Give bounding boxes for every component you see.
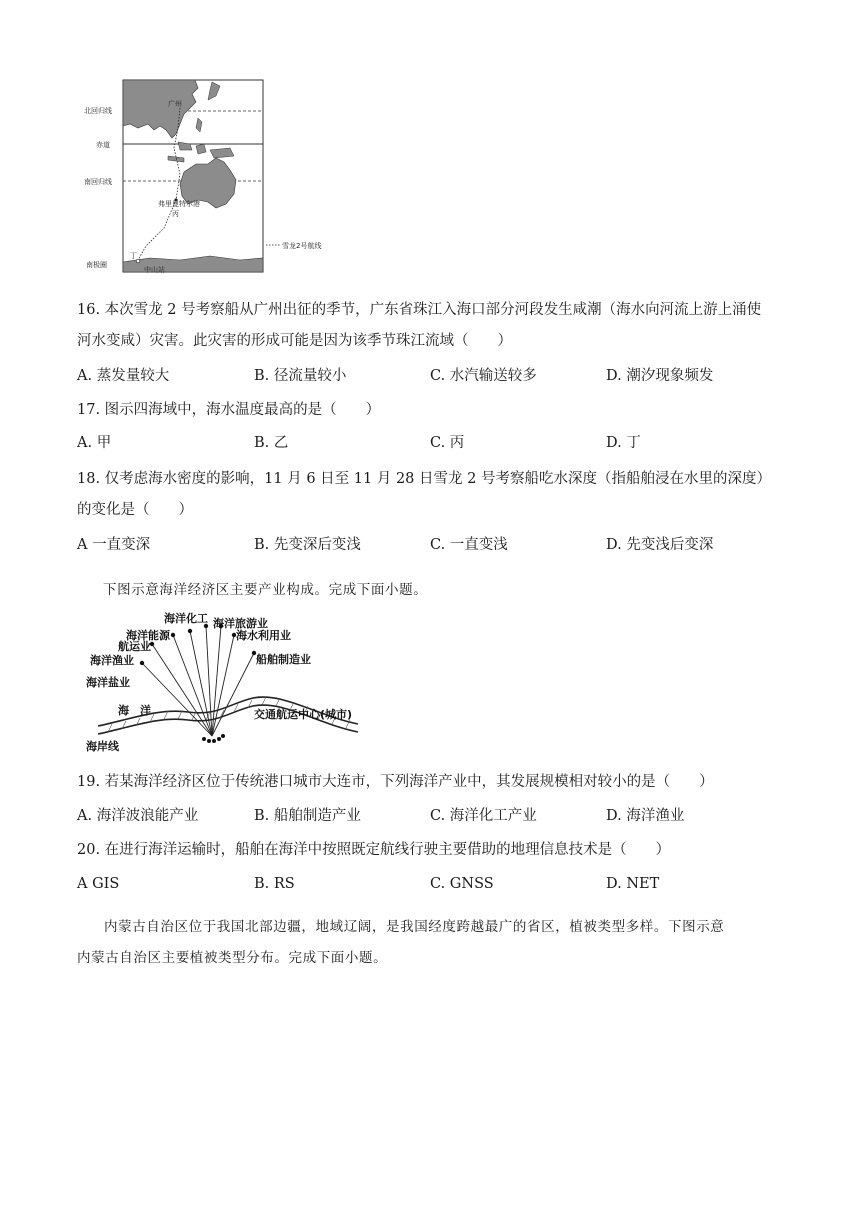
island-java xyxy=(168,156,184,162)
label-ocean: 海 洋 xyxy=(118,704,151,717)
label-coastline: 海岸线 xyxy=(86,740,119,753)
route-map-figure xyxy=(80,78,340,278)
island-sulawesi xyxy=(196,144,206,154)
q16-option-a[interactable]: A. 蒸发量较大 xyxy=(77,368,170,384)
label-shipbuilding: 船舶制造业 xyxy=(256,653,311,666)
q17-option-a[interactable]: A. 甲 xyxy=(77,435,112,451)
label-equator: 赤道 xyxy=(96,141,110,149)
label-marine-fishery: 海洋渔业 xyxy=(90,654,134,667)
q18-option-d[interactable]: D. 先变浅后变深 xyxy=(606,537,714,553)
q16-option-d[interactable]: D. 潮汐现象频发 xyxy=(606,368,714,384)
label-marine-energy: 海洋能源 xyxy=(126,629,170,642)
q18-line1: 18. 仅考虑海水密度的影响，11 月 6 日至 11 月 28 日雪龙 2 号考察船吃水深度（指船舶浸在水里的深度） xyxy=(77,471,771,487)
label-marine-chemical: 海洋化工 xyxy=(164,612,208,625)
q20-option-c[interactable]: C. GNSS xyxy=(430,876,494,892)
q18-option-b[interactable]: B. 先变深后变浅 xyxy=(254,537,361,553)
q16-line2: 河水变咸）灾害。此灾害的形成可能是因为该季节珠江流域（ ） xyxy=(77,333,512,349)
inner-mongolia-intro-line1: 内蒙古自治区位于我国北部边疆，地域辽阔，是我国经度跨越最广的省区，植被类型多样。下图示意 xyxy=(104,919,725,935)
marine-industry-figure xyxy=(78,608,378,758)
label-zhongshan: 中山站 xyxy=(144,266,165,274)
q18-option-a[interactable]: A 一直变深 xyxy=(77,537,151,553)
island-borneo xyxy=(178,142,192,150)
q16-option-b[interactable]: B. 径流量较小 xyxy=(254,368,347,384)
label-marine-tourism: 海洋旅游业 xyxy=(213,617,268,630)
label-fremantle: 弗里曼特尔港 xyxy=(158,200,200,208)
q17-option-c[interactable]: C. 丙 xyxy=(430,435,465,451)
island-new-guinea xyxy=(210,148,234,158)
q19-option-a[interactable]: A. 海洋波浪能产业 xyxy=(77,808,199,824)
q18-option-c[interactable]: C. 一直变浅 xyxy=(430,537,508,553)
label-ding: 丁 xyxy=(130,252,137,260)
asia-landmass xyxy=(123,80,198,138)
q17-line1: 17. 图示四海域中，海水温度最高的是（ ） xyxy=(77,402,381,418)
q19-option-d[interactable]: D. 海洋渔业 xyxy=(606,808,685,824)
label-seawater-use: 海水利用业 xyxy=(236,629,291,642)
label-antarctic-circle: 南极圈 xyxy=(86,261,107,269)
inner-mongolia-intro-line2: 内蒙古自治区主要植被类型分布。完成下面小题。 xyxy=(77,950,388,966)
q18-line2: 的变化是（ ） xyxy=(77,502,193,518)
industry-links xyxy=(142,626,254,736)
q20-option-b[interactable]: B. RS xyxy=(254,876,295,892)
label-tropic-cancer: 北回归线 xyxy=(84,107,112,115)
route-map-svg xyxy=(80,78,340,278)
q20-line1: 20. 在进行海洋运输时，船舶在海洋中按照既定航线行驶主要借助的地理信息技术是（ ） xyxy=(77,842,671,858)
ocean-economy-intro: 下图示意海洋经济区主要产业构成。完成下面小题。 xyxy=(103,582,428,598)
label-marine-salt: 海洋盐业 xyxy=(86,676,130,689)
q20-option-a[interactable]: A GIS xyxy=(77,876,120,892)
island-philippines xyxy=(196,118,202,132)
q19-option-c[interactable]: C. 海洋化工产业 xyxy=(430,808,537,824)
q17-option-d[interactable]: D. 丁 xyxy=(606,435,641,451)
label-shipping-center: 交通航运中心(城市) xyxy=(254,708,353,721)
q19-option-b[interactable]: B. 船舶制造产业 xyxy=(254,808,361,824)
q17-option-b[interactable]: B. 乙 xyxy=(254,435,289,451)
label-bing: 丙 xyxy=(172,210,179,218)
island-japan xyxy=(208,82,220,100)
label-shipping: 航运业 xyxy=(118,640,151,653)
label-guangzhou: 广州 xyxy=(168,100,182,108)
marine-industry-svg xyxy=(78,608,378,758)
q20-option-d[interactable]: D. NET xyxy=(606,876,660,892)
label-tropic-capricorn: 南回归线 xyxy=(84,178,112,186)
legend-route-label: 雪龙2号航线 xyxy=(282,242,322,250)
q16-option-c[interactable]: C. 水汽输送较多 xyxy=(430,368,537,384)
q16-line1: 16. 本次雪龙 2 号考察船从广州出征的季节，广东省珠江入海口部分河段发生咸潮（海水向河流上游上涌使 xyxy=(77,302,762,318)
q19-line1: 19. 若某海洋经济区位于传统港口城市大连市，下列海洋产业中，其发展规模相对较小的是（ ） xyxy=(77,774,714,790)
